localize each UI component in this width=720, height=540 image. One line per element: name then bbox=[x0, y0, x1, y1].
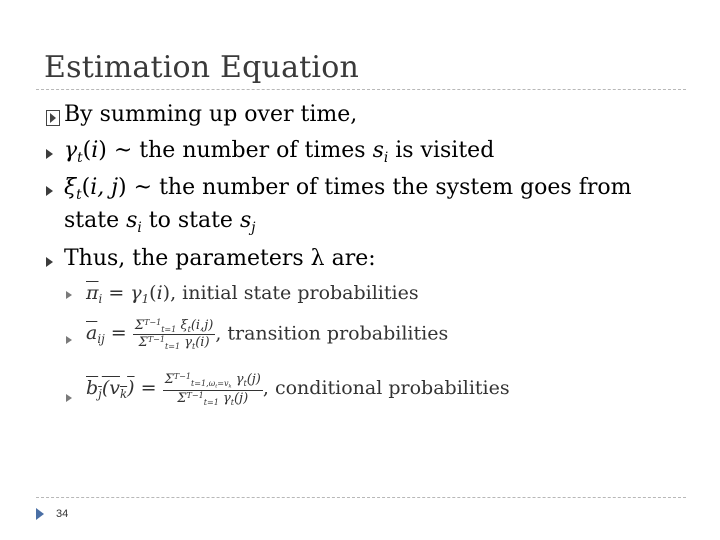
footer-divider bbox=[36, 497, 686, 498]
page-marker-icon bbox=[36, 508, 44, 520]
page-number: 34 bbox=[56, 508, 69, 520]
box-bullet-icon bbox=[46, 110, 60, 126]
slide-title: Estimation Equation bbox=[44, 50, 359, 85]
sub-bullet-icon bbox=[66, 336, 72, 344]
bullet-gamma bbox=[64, 138, 494, 166]
gamma-description: ~ the number of times bbox=[113, 138, 366, 163]
sub-bullet-icon bbox=[66, 394, 72, 402]
a-expression: $\overline{a}_{ij}$ = $\frac{\Sigma^{T-1}_{t=1} \xi_t(i,j)}{\Sigma^{T-1}_{t=1} \gamma_t(i)}$ bbox=[86, 318, 214, 351]
bullet-xi bbox=[64, 175, 631, 203]
gamma-tail: is visited bbox=[395, 138, 495, 163]
triangle-bullet-icon bbox=[46, 257, 53, 267]
pi-expression: $\overline{\pi}_i = \gamma_1(i)$ bbox=[86, 282, 171, 307]
xi-description: ~ the number of times the system goes from bbox=[133, 175, 632, 200]
title-divider bbox=[36, 89, 686, 90]
gamma-expression: $\gamma_t(i)$ bbox=[64, 138, 107, 166]
state-si: $s_i$ bbox=[372, 138, 389, 166]
triangle-bullet-icon bbox=[46, 186, 53, 196]
bullet-xi-continued: state $s_i$ to state $s_j$ bbox=[64, 208, 256, 236]
sub-bullet-pi: $\overline{\pi}_i = \gamma_1(i)$, initial state probabilities bbox=[86, 282, 419, 307]
sub-bullet-icon bbox=[66, 291, 72, 299]
sub-bullet-a: $\overline{a}_{ij}$ = $\frac{\Sigma^{T-1}_{t=1} \xi_t(i,j)}{\Sigma^{T-1}_{t=1} \gamma_t(i)}$ , transition probabilities bbox=[86, 318, 449, 351]
triangle-bullet-icon bbox=[46, 149, 53, 159]
bullet-parameters: Thus, the parameters λ are: bbox=[64, 246, 376, 271]
bullet-summing: By summing up over time, bbox=[64, 102, 358, 127]
b-expression: $b_j(v_k)$ = $\frac{\Sigma^{T-1}_{t=1,\omega_t=v_k} \gamma_t(j)}{\Sigma^{T-1}_{t=1} \gamma_t(j)}$ bbox=[86, 372, 261, 407]
xi-expression: $\xi_t(i$, j) bbox=[64, 175, 127, 203]
sub-bullet-b: $b_j(v_k)$ = $\frac{\Sigma^{T-1}_{t=1,\omega_t=v_k} \gamma_t(j)}{\Sigma^{T-1}_{t=1} \gamma_t(j)}$ , conditional probabilities bbox=[86, 372, 510, 407]
